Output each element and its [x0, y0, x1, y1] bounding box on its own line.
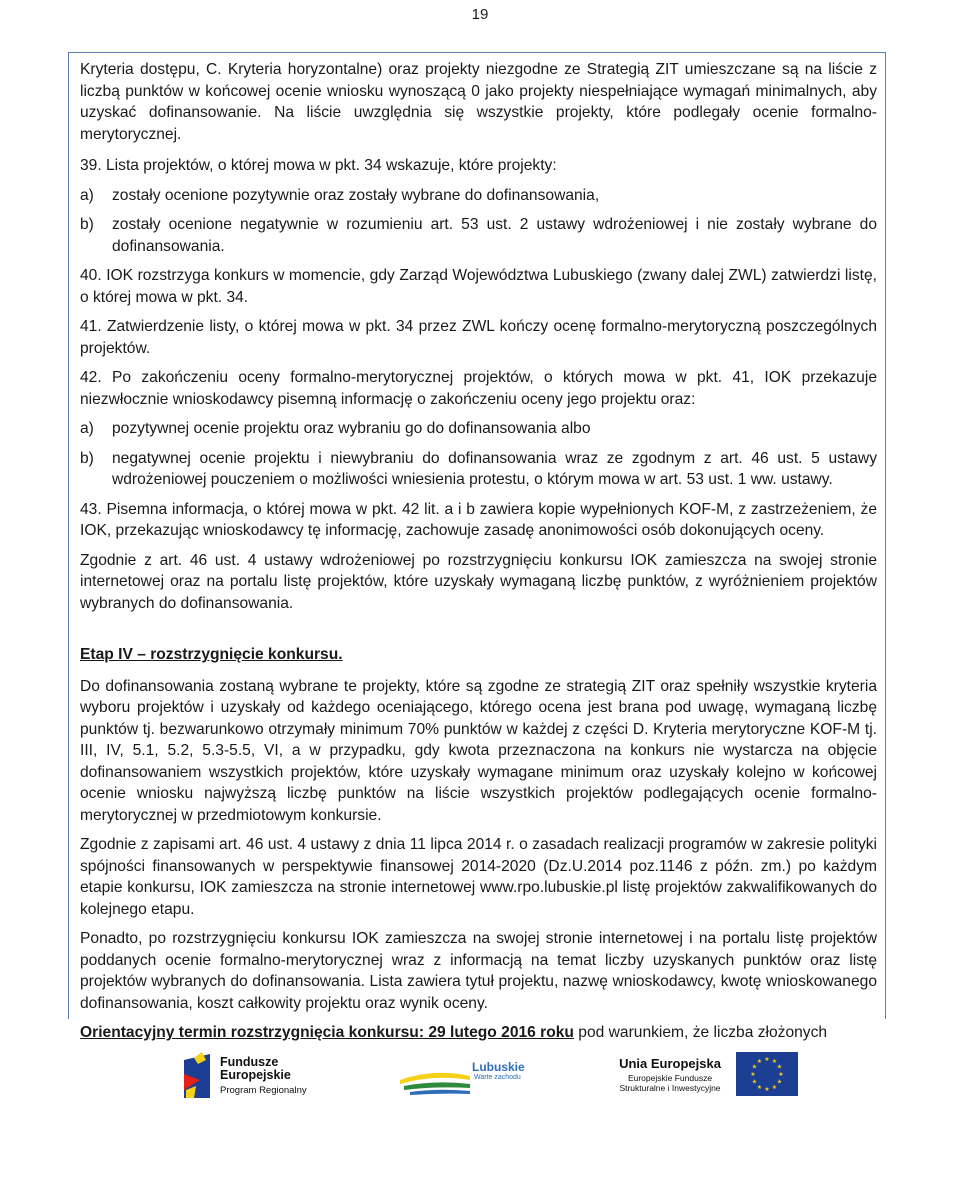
eu-text: [610, 1056, 730, 1093]
list-item-42b: [80, 448, 877, 491]
eu-flag-icon: [736, 1052, 798, 1096]
svg-text:★: ★: [751, 1063, 758, 1071]
spacer: [80, 622, 877, 644]
paragraph-42: 42. Po zakończeniu oceny formalno-merytorycznej projektów, o których mowa w pkt. 41, IOK przekazuje niezwłocznie wnioskodawcy pisemną informację o zakończeniu oceny jego projektu oraz:: [80, 369, 877, 408]
deadline-continuation: pod warunkiem, że liczba złożonych: [573, 1024, 828, 1041]
list-text: zostały ocenione negatywnie w rozumieniu art. 53 ust. 2 ustawy wdrożeniowej i nie zostały wybrane do dofinansowania.: [112, 216, 877, 255]
list-text: pozytywnej ocenie projektu oraz wybraniu go do dofinansowania albo: [112, 420, 591, 437]
unia-europejska-logo: [610, 1052, 810, 1108]
svg-text:★: ★: [776, 1063, 783, 1071]
list-label: a): [80, 420, 94, 437]
footer-logos: [0, 1040, 960, 1130]
list-item-39a: [80, 185, 877, 207]
paragraph-39: 39. Lista projektów, o której mowa w pkt. 34 wskazuje, które projekty:: [80, 157, 557, 174]
paragraph-zgodnie-46: Zgodnie z art. 46 ust. 4 ustawy wdrożeniowej po rozstrzygnięciu konkursu IOK zamieszcza na swojej stronie internetowej oraz na portalu listę projektów, które uzyskały wymaganą liczbę punktów, z wyróżnieniem projektów wybranych do dofinansowania.: [80, 551, 877, 612]
eu-line-1: Unia Europejska: [619, 1056, 721, 1071]
svg-text:★: ★: [771, 1084, 778, 1091]
deadline-text: Orientacyjny termin rozstrzygnięcia konkursu: 29 lutego 2016 roku: [80, 1024, 574, 1041]
paragraph-43: 43. Pisemna informacja, o której mowa w pkt. 42 lit. a i b zawiera kopie wypełnionych KOF-M, z zastrzeżeniem, że IOK, przekazując wnioskodawcy tę informację, zachowuje zasadę anonimowości osób dokonujących oceny.: [80, 500, 877, 539]
fe-line-2: Europejskie: [220, 1068, 291, 1082]
svg-text:★: ★: [764, 1086, 770, 1093]
fe-line-1: Fundusze: [220, 1055, 279, 1069]
list-text: negatywnej ocenie projektu i niewybraniu do dofinansowania wraz ze zgodnym z art. 46 ust. 5 ustawy wdrożeniowej pouczeniem o możliwości wniesienia protestu, o którym mowa w art. 53 ust. 1 ww. ustawy.: [112, 449, 877, 488]
paragraph-41: 41. Zatwierdzenie listy, o której mowa w pkt. 34 przez ZWL kończy ocenę formalno-merytoryczną poszczególnych projektów.: [80, 318, 877, 357]
fe-line-3: Program Regionalny: [220, 1085, 307, 1096]
list-label: a): [80, 186, 94, 204]
document-body: [68, 52, 886, 1041]
lubuskie-name: Lubuskie: [472, 1060, 525, 1074]
svg-text:★: ★: [776, 1078, 783, 1086]
paragraph-zapisami: Zgodnie z zapisami art. 46 ust. 4 ustawy z dnia 11 lipca 2014 r. o zasadach realizacji programów w zakresie polityki spójności finansowanych w perspektywie finansowej 2014-2020 (Dz.U.2014 poz.1146 z późn. zm.) po każdym etapie konkursu, IOK zamieszcza na stronie internetowej www.rpo.lubuskie.pl listę projektów zakwalifikowanych do kolejnego etapu.: [80, 836, 877, 918]
section-heading: Etap IV – rozstrzygnięcie konkursu.: [80, 646, 343, 663]
svg-text:★: ★: [750, 1071, 756, 1078]
fundusze-europejskie-icon: [180, 1050, 214, 1102]
fundusze-text: [220, 1056, 307, 1097]
list-text: zostały ocenione pozytywnie oraz zostały wybrane do dofinansowania,: [112, 186, 600, 204]
page-number: 19: [471, 6, 489, 23]
svg-text:★: ★: [778, 1071, 784, 1078]
paragraph-ponadto: Ponadto, po rozstrzygnięciu konkursu IOK zamieszcza na swojej stronie internetowej i na portalu listę projektów poddanych ocenie formalno-merytorycznej wraz z informacją na temat liczby uzyskanych punktów oraz listę projektów wybranych do dofinansowania. Lista zawiera tytuł projektu, nazwę wnioskodawcy, kwotę wnioskowanego dofinansowania, koszt całkowity projektu oraz wynik oceny.: [80, 930, 877, 1012]
list-item-39b: [80, 214, 877, 257]
svg-text:★: ★: [764, 1056, 770, 1063]
paragraph-40: 40. IOK rozstrzyga konkurs w momencie, gdy Zarząd Województwa Lubuskiego (zwany dalej ZWL) zatwierdzi listę, o której mowa w pkt. 34.: [80, 267, 877, 306]
eu-line-3: Strukturalne i Inwestycyjne: [619, 1083, 721, 1093]
list-label: b): [80, 449, 94, 467]
eu-line-2: Europejskie Fundusze: [627, 1073, 713, 1083]
svg-text:★: ★: [756, 1084, 763, 1091]
paragraph-intro: Kryteria dostępu, C. Kryteria horyzontalne) oraz projekty niezgodne ze Strategią ZIT umieszczane są na liście z liczbą punktów w końcowej ocenie wniosku wynoszącą 0 jako projekty niespełniające wymagań minimalnych, aby uzyskać dofinansowanie. Na liście uwzględnia się wszystkie projekty, które podlegały ocenie formalno-merytorycznej.: [80, 61, 877, 143]
svg-text:★: ★: [771, 1058, 778, 1065]
svg-text:★: ★: [751, 1078, 758, 1086]
paragraph-dofinansowanie: Do dofinansowania zostaną wybrane te projekty, które są zgodne ze strategią ZIT oraz spełniły wszystkie kryteria wyboru projektów i uzyskały od każdego oceniającego, którego ocena jest brana pod uwagę, wymaganą liczbę punktów tj. bezwarunkowo otrzymały minimum 70% punktów w każdej z części D. Kryteria merytoryczne KOF-M tj. III, IV, 5.1, 5.2, 5.3-5.5, VI, a w przypadku, gdy kwota przeznaczona na konkurs nie wystarcza na objęcie dofinansowaniem wszystkich projektów, które uzyskały wymagane minimum oraz uzyskały kolejno w końcowej ocenie wniosku najwyższą liczbę punktów na liście wszystkich projektów podlegających ocenie formalno-merytorycznej w przedmiotowym konkursie.: [80, 677, 877, 824]
lubuskie-logo: [400, 1058, 560, 1102]
svg-text:★: ★: [756, 1058, 763, 1065]
list-label: b): [80, 216, 94, 233]
list-item-42a: [80, 418, 877, 440]
fundusze-europejskie-logo: [180, 1050, 320, 1106]
lubuskie-tagline: Warte zachodu: [474, 1074, 521, 1081]
